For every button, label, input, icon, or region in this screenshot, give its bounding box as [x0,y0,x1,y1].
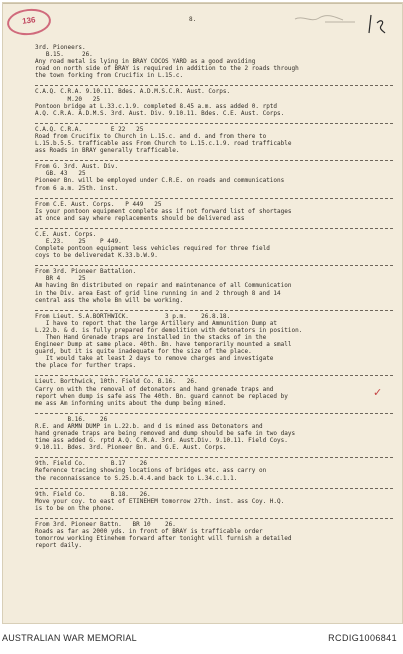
message-line: Pioneer Bn. will be employed under C.R.E. on roads and communications [35,177,285,185]
message-entry [35,521,393,549]
message-entry [35,126,393,154]
tick-mark: ✓ [373,387,383,399]
message-line: 9th. Field Co. B.18. 26. [35,490,151,498]
message-line: Then Hand Grenade traps are installed in the stacks of in the [35,334,267,341]
diary-entries [35,44,393,549]
message-entry [35,88,393,116]
message-line: central ass the whole Bn will be working. [35,296,184,304]
page-edge [3,3,402,4]
folio-stamp [6,7,52,37]
message-line: C.A.Q. C.R.A. 9.10.11. Bdes. A.D.M.S.C.R. Aust. Corps. [35,88,231,96]
archive-name: AUSTRALIAN WAR MEMORIAL [2,633,137,643]
message-line: L.15.b.5.5. trafficable ass From Church to L.15.c.1.9. road trafficable [35,140,292,148]
message-line: guard, but it is quite inadequate for the size of the place. [35,348,252,356]
message-line: Complete pontoon equipment less vehicles required for three field [35,245,270,253]
message-line: hand grenade traps are being removed and dump should be safe in two days [35,430,296,438]
message-entry [35,378,393,406]
message-line: E.23. 25 P 449. [35,237,122,245]
message-line: Road from Crucifix to Church in L.15.c. and d. and from there to [35,132,267,140]
message-line: 9.10.11. Bdes. 3rd. Pioneer Bn. and G.E. Aust. Corps. [35,444,227,452]
message-line: report when dump is safe ass The 40th. Bn. guard cannot be replaced by [35,392,288,400]
message-line: From C.E. Aust. Corps. P 449 25 [35,200,162,208]
message-line: R.E. and ARMN DUMP in L.22.b. and d is mined ass Detonators and [35,422,263,430]
message-line: Move your coy. to east of ETINEHEM tomorrow 27th. inst. ass Coy. H.Q. [35,497,285,505]
message-line: in the Div. area East of grid line running in and 2 through 8 and 14 [35,289,281,297]
message-line: BR 4 25 [35,275,86,283]
message-line: Carry on with the removal of detonators and hand grenade traps and [35,385,274,393]
message-line: M.20 25 [35,95,101,103]
message-line: From 3rd. Pioneer Battn. BR 10 26. [35,520,176,528]
message-line: B.16. 26 [35,415,108,423]
handwritten-annotation [285,11,395,39]
message-line: Any road metal is lying in BRAY COCOS YARD as a good avoiding [35,58,256,66]
message-line: A.Q. C.R.A. A.D.M.S. 3rd. Aust. Div. 9.10.11. Bdes. C.E. Aust. Corps. [35,109,285,117]
message-line: Reference tracing showing locations of bridges etc. ass carry on [35,467,267,475]
message-entry [35,313,393,370]
entry-separator [35,408,393,414]
entry-separator [35,260,393,266]
entry-separator [35,155,393,161]
entry-separator [35,305,393,311]
message-line: From Lieut. S.A.BORTHWICK. 3 p.m. 26.8.18. [35,312,231,320]
message-line: at once and say where replacements should be delivered ass [35,214,245,222]
page-number: 8. [189,16,197,23]
message-line: 9th. Field Co. B.17 26 [35,460,147,468]
message-line: Lieut. Borthwick, 10th. Field Co. B.16. 26. [35,378,198,386]
message-line: It would take at least 2 days to remove charges and investigate [35,355,274,363]
message-line: 3rd. Pioneers. [35,44,86,51]
message-line: coys to be deliveredat K.33.b.W.9. [35,252,158,260]
message-line: me ass Am informing units about the dump being mined. [35,399,227,407]
message-line: Am having Bn distributed on repair and maintenance of all Communication [35,282,292,290]
message-entry [35,231,393,259]
message-line: C.E. Aust. Corps. [35,230,97,238]
message-line: From 3rd. Pioneer Battalion. [35,268,137,276]
message-line: report daily. [35,542,82,550]
message-line: B.15. 26. [35,51,93,59]
message-line: C.A.Q. C.R.A. E 22 25 [35,125,144,133]
document-page [2,2,403,624]
message-line: Roads as far as 2000 yds. in front of BRAY is trafficable order [35,527,263,535]
message-line: from 6 a.m. 25th. inst. [35,184,119,192]
message-line: Engineer Dump at same place. 40th. Bn. have temporarily mounted a small [35,341,292,349]
entry-separator [35,193,393,199]
entry-separator [35,370,393,376]
message-entry [35,460,393,481]
message-line: I have to report that the large Artillery and Ammunition Dump at [35,319,278,327]
message-line: Is your pontoon equipment complete ass if not forward list of shortages [35,207,292,215]
entry-separator [35,80,393,86]
stamp-number: 136 [21,15,36,26]
message-line: From G. 3rd. Aust. Div. [35,163,119,171]
message-entry [35,163,393,191]
message-line: the reconnaissance to S.25.b.4.4.and back to L.34.c.1.1. [35,474,238,482]
message-line: the place for further traps. [35,362,137,370]
message-entry [35,491,393,512]
message-line: tomorrow working Etinehem forward after tonight will furnish a detailed [35,535,292,543]
entry-separator [35,118,393,124]
message-entry [35,201,393,222]
archive-footer [0,628,403,648]
message-entry [35,268,393,303]
message-line: is to be on the phone. [35,504,115,512]
record-id: RCDIG1006841 [328,633,397,643]
message-line: GB. 43 25 [35,170,86,178]
message-line: time ass added G. rptd A.Q. C.R.A. 3rd. Aust.Div. 9.10.11. Field Coys. [35,437,288,445]
entry-separator [35,452,393,458]
message-entry [35,44,393,79]
message-entry [35,416,393,451]
entry-separator [35,223,393,229]
message-line: Pontoon bridge at L.33.c.1.9. completed 8.45 a.m. ass added 0. rptd [35,102,278,110]
entry-separator [35,513,393,519]
entry-separator [35,483,393,489]
message-line: ass Roads in BRAY generally trafficable. [35,147,180,155]
message-line: L.22.b. & d. is fully prepared for demolition with detonators in position. [35,326,303,334]
message-line: the town forking from Crucifix in L.15.c. [35,72,184,80]
message-line: road on north side of BRAY is required in addition to the 2 roads through [35,65,299,73]
